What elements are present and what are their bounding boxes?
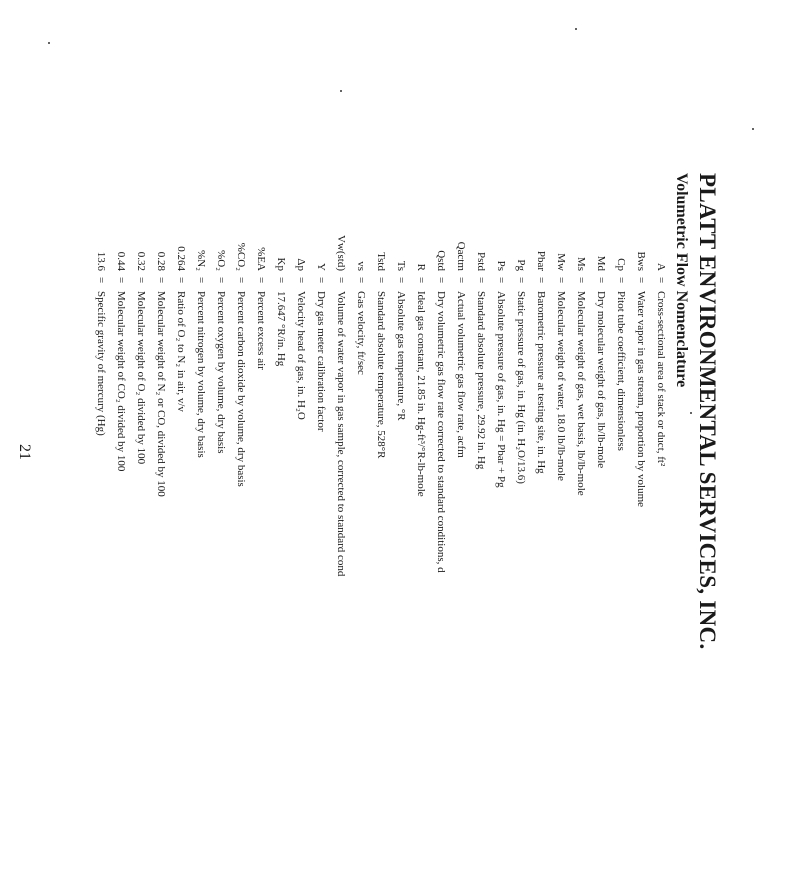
- nomenclature-symbol: vs: [355, 261, 367, 271]
- nomenclature-symbol: Ps: [495, 260, 507, 271]
- nomenclature-symbol: Cp: [615, 258, 627, 271]
- nomenclature-separator: =: [315, 277, 327, 284]
- nomenclature-separator: =: [375, 277, 387, 284]
- nomenclature-separator: =: [335, 277, 347, 284]
- nomenclature-definition: Actual volumetric gas flow rate, acfm: [455, 291, 467, 458]
- nomenclature-row: [572, 173, 590, 873]
- nomenclature-row: [492, 173, 510, 873]
- nomenclature-row: [172, 173, 190, 873]
- nomenclature-separator: =: [595, 277, 607, 284]
- nomenclature-symbol: Vw(std): [335, 234, 347, 271]
- nomenclature-symbol: Ts: [395, 260, 407, 271]
- nomenclature-symbol: Md: [595, 255, 607, 271]
- nomenclature-row: [212, 173, 230, 873]
- nomenclature-symbol: 0.28: [155, 251, 167, 271]
- rotated-page: [20, 173, 720, 650]
- nomenclature-symbol: Qstd: [435, 250, 447, 271]
- nomenclature-separator: =: [615, 277, 627, 284]
- nomenclature-symbol: Ms: [575, 256, 587, 271]
- nomenclature-row: [132, 173, 150, 873]
- nomenclature-definition: Cross-sectional area of stack or duct, ft²: [655, 291, 667, 467]
- nomenclature-definition: Volume of water vapor in gas sample, corrected to standard cond: [335, 291, 347, 577]
- nomenclature-symbol: Kp: [275, 257, 287, 271]
- nomenclature-separator: =: [115, 277, 127, 284]
- nomenclature-definition: Velocity head of gas, in. H₂O: [295, 291, 307, 420]
- nomenclature-definition: 17.647 °R/in. Hg: [275, 291, 287, 367]
- nomenclature-row: [532, 173, 550, 873]
- scan-speck: [48, 42, 50, 44]
- nomenclature-definition: Molecular weight of CO₂ divided by 100: [115, 291, 127, 472]
- nomenclature-row: [412, 173, 430, 873]
- scan-speck: [690, 412, 692, 414]
- nomenclature-separator: =: [495, 277, 507, 284]
- nomenclature-row: [352, 173, 370, 873]
- nomenclature-separator: =: [535, 277, 547, 284]
- nomenclature-separator: =: [635, 277, 647, 284]
- nomenclature-row: [332, 173, 350, 873]
- nomenclature-row: [372, 173, 390, 873]
- nomenclature-symbol: 0.32: [135, 251, 147, 271]
- nomenclature-definition: Specific gravity of mercury (Hg): [95, 291, 107, 436]
- nomenclature-definition: Percent nitrogen by volume, dry basis: [195, 291, 207, 458]
- nomenclature-separator: =: [415, 277, 427, 284]
- nomenclature-row: [92, 173, 110, 873]
- nomenclature-row: [392, 173, 410, 873]
- nomenclature-separator: =: [355, 277, 367, 284]
- nomenclature-symbol: Mw: [555, 253, 567, 271]
- nomenclature-row: [432, 173, 450, 873]
- nomenclature-definition: Percent excess air: [255, 291, 267, 370]
- nomenclature-definition: Percent oxygen by volume, dry basis: [215, 291, 227, 454]
- nomenclature-row: [652, 173, 670, 873]
- nomenclature-symbol: Pbar: [535, 250, 547, 271]
- nomenclature-row: [272, 173, 290, 873]
- nomenclature-row: [232, 173, 250, 873]
- nomenclature-symbol: 13.6: [95, 251, 107, 271]
- nomenclature-separator: =: [555, 277, 567, 284]
- nomenclature-symbol: 0.264: [175, 246, 187, 271]
- nomenclature-separator: =: [215, 277, 227, 284]
- nomenclature-definition: Barometric pressure at testing site, in. Hg: [535, 291, 547, 474]
- nomenclature-separator: =: [255, 277, 267, 284]
- nomenclature-separator: =: [475, 277, 487, 284]
- nomenclature-definition: Absolute gas temperature, °R: [395, 291, 407, 421]
- nomenclature-separator: =: [195, 277, 207, 284]
- nomenclature-separator: =: [515, 277, 527, 284]
- nomenclature-row: [472, 173, 490, 873]
- nomenclature-separator: =: [395, 277, 407, 284]
- nomenclature-row: [112, 173, 130, 873]
- nomenclature-row: [152, 173, 170, 873]
- nomenclature-definition: Gas velocity, ft/sec: [355, 291, 367, 375]
- nomenclature-separator: =: [155, 277, 167, 284]
- nomenclature-row: [252, 173, 270, 873]
- nomenclature-definition: Pitot tube coefficient, dimensionless: [615, 291, 627, 451]
- nomenclature-definition: Ideal gas constant, 21.85 in. Hg-ft³/°R-lb-mole: [415, 291, 427, 497]
- nomenclature-row: [612, 173, 630, 873]
- nomenclature-row: [192, 173, 210, 873]
- nomenclature-separator: =: [295, 277, 307, 284]
- nomenclature-separator: =: [435, 277, 447, 284]
- nomenclature-separator: =: [135, 277, 147, 284]
- nomenclature-row: [452, 173, 470, 873]
- nomenclature-symbol: %EA: [255, 247, 267, 271]
- nomenclature-row: [592, 173, 610, 873]
- nomenclature-definition: Molecular weight of N₂ or CO, divided by 100: [155, 291, 167, 497]
- scan-speck: [575, 28, 577, 30]
- nomenclature-definition: Molecular weight of gas, wet basis, lb/lb-mole: [575, 291, 587, 496]
- nomenclature-symbol: Qactm: [455, 241, 467, 271]
- nomenclature-symbol: Pg: [515, 259, 527, 271]
- page-number: 21: [16, 444, 33, 460]
- nomenclature-symbol: %O₂: [215, 250, 227, 271]
- document-title: PLATT ENVIRONMENTAL SERVICES, INC.: [695, 173, 720, 650]
- nomenclature-definition: Standard absolute pressure, 29.92 in. Hg: [475, 291, 487, 470]
- nomenclature-definition: Dry volumetric gas flow rate corrected to standard conditions, d: [435, 291, 447, 573]
- nomenclature-symbol: R: [415, 263, 427, 271]
- nomenclature-symbol: Δp: [295, 258, 307, 271]
- scan-speck: [340, 90, 342, 92]
- nomenclature-symbol: %CO₂: [235, 242, 247, 271]
- nomenclature-definition: Molecular weight of O₂ divided by 100: [135, 291, 147, 465]
- nomenclature-symbol: Y: [315, 263, 327, 271]
- document-subtitle: Volumetric Flow Nomenclature: [673, 173, 690, 388]
- nomenclature-symbol: 0.44: [115, 251, 127, 271]
- nomenclature-symbol: Tstd: [375, 252, 387, 271]
- nomenclature-definition: Percent carbon dioxide by volume, dry basis: [235, 291, 247, 487]
- nomenclature-separator: =: [235, 277, 247, 284]
- nomenclature-row: [552, 173, 570, 873]
- nomenclature-row: [632, 173, 650, 873]
- nomenclature-row: [312, 173, 330, 873]
- scan-speck: [752, 128, 754, 130]
- nomenclature-separator: =: [575, 277, 587, 284]
- nomenclature-definition: Static pressure of gas, in. Hg (in. H₂O/13.6): [515, 291, 527, 484]
- nomenclature-symbol: Pstd: [475, 252, 487, 271]
- nomenclature-separator: =: [455, 277, 467, 284]
- nomenclature-definition: Ratio of O₂ to N₂ in air, v/v: [175, 291, 187, 412]
- nomenclature-symbol: Bws: [635, 251, 647, 271]
- nomenclature-definition: Water vapor in gas stream, proportion by volume: [635, 291, 647, 508]
- nomenclature-row: [512, 173, 530, 873]
- nomenclature-separator: =: [275, 277, 287, 284]
- nomenclature-symbol: A: [655, 263, 667, 271]
- nomenclature-symbol: %N₂: [195, 250, 207, 271]
- nomenclature-definition: Absolute pressure of gas, in. Hg = Pbar + Pg: [495, 291, 507, 488]
- nomenclature-separator: =: [175, 277, 187, 284]
- nomenclature-separator: =: [95, 277, 107, 284]
- nomenclature-separator: =: [655, 277, 667, 284]
- nomenclature-definition: Dry molecular weight of gas, lb/lb-mole: [595, 291, 607, 469]
- nomenclature-definition: Dry gas meter calibration factor: [315, 291, 327, 432]
- nomenclature-row: [292, 173, 310, 873]
- nomenclature-definition: Standard absolute temperature, 528°R: [375, 291, 387, 459]
- nomenclature-definition: Molecular weight of water, 18.0 lb/lb-mole: [555, 291, 567, 481]
